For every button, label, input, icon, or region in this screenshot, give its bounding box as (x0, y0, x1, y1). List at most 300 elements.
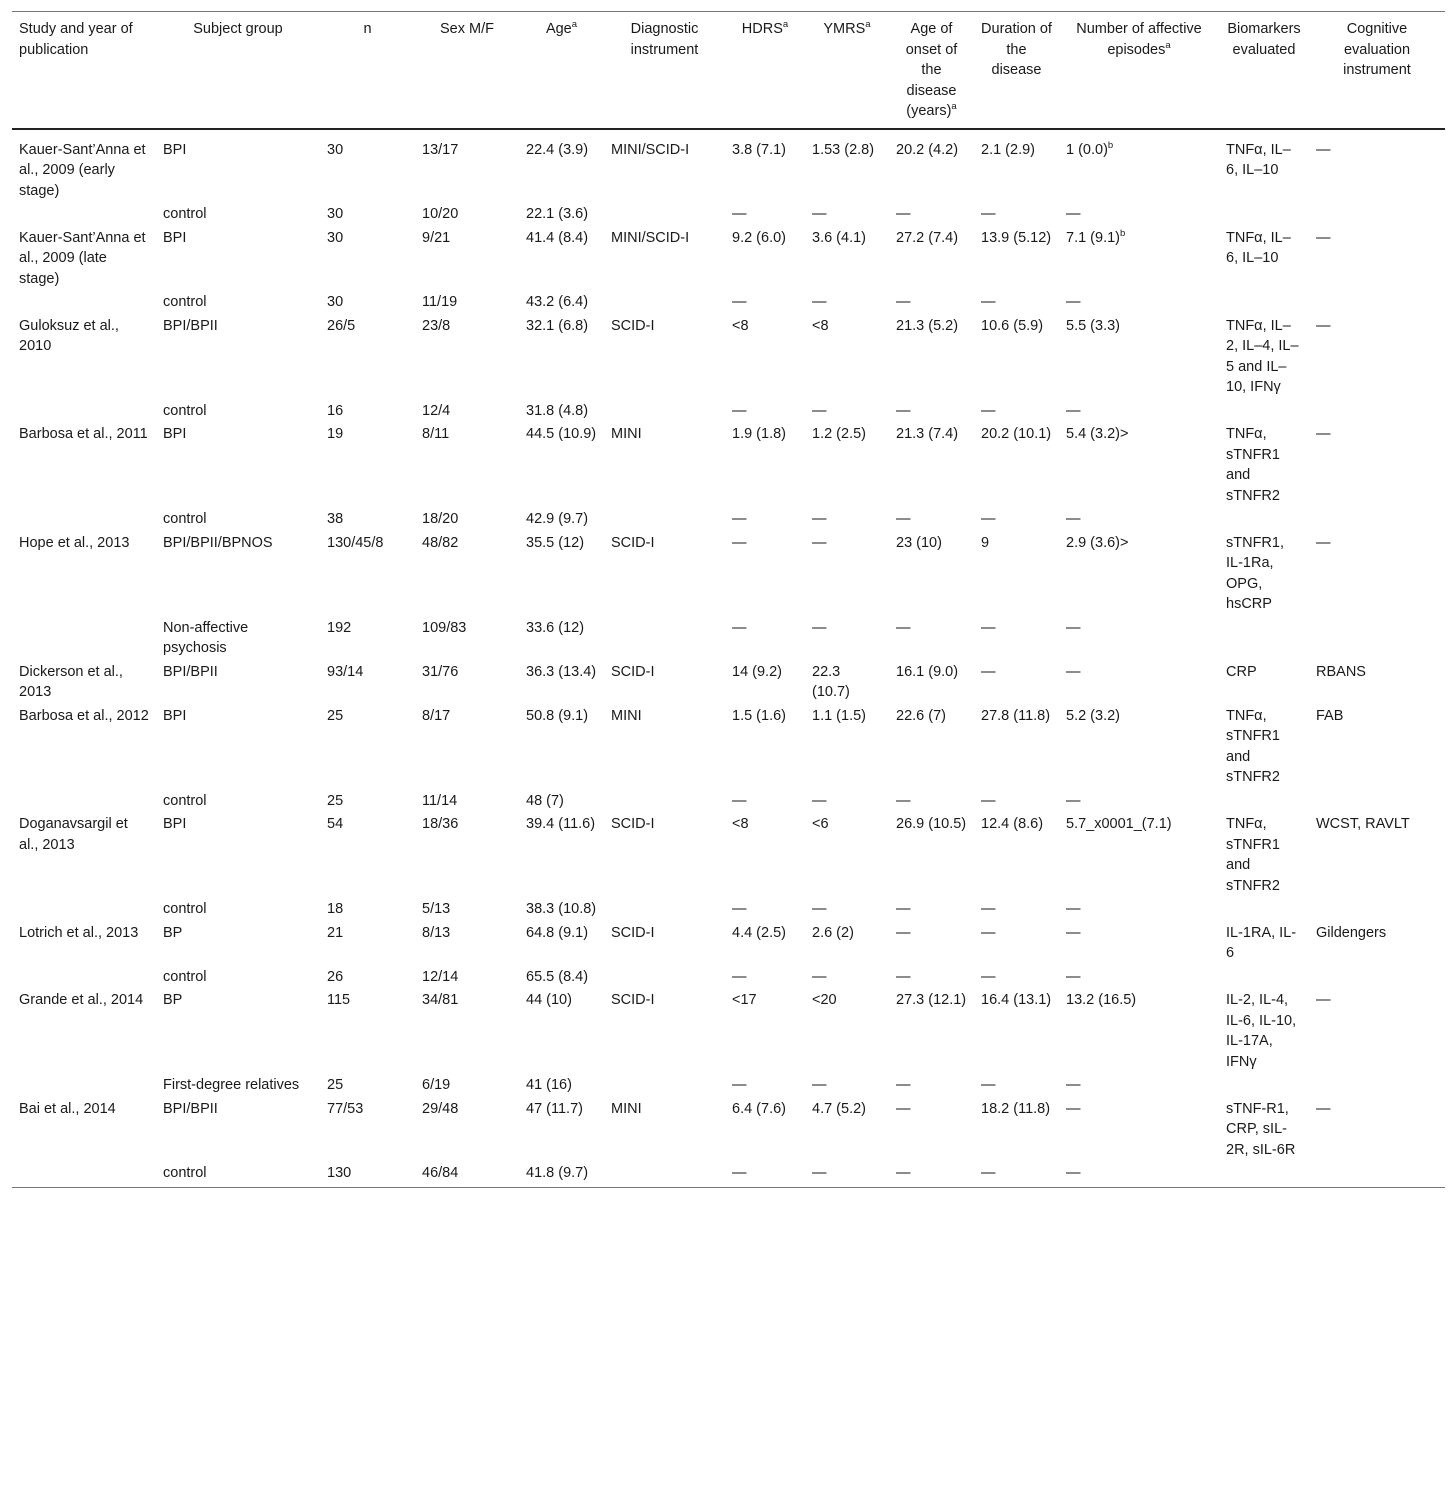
table-cell (156, 225, 320, 290)
cell-value: 25 (327, 792, 344, 809)
table-cell (415, 659, 519, 703)
table-cell (156, 987, 320, 1072)
table-cell (415, 201, 519, 225)
cell-value: 2.1 (2.9) (981, 141, 1035, 158)
column-header (1219, 12, 1309, 129)
cell-value: 22.3 (10.7) (812, 663, 850, 700)
table-cell (519, 421, 604, 506)
cell-value: Doganavsargil et al., 2013 (19, 816, 128, 853)
cell-value: — (981, 663, 996, 680)
table-cell (1219, 811, 1309, 896)
table-cell (1219, 703, 1309, 788)
cell-value: 42.9 (9.7) (526, 511, 589, 527)
cell-value: 93/14 (327, 663, 364, 680)
table-cell (519, 289, 604, 313)
table-cell (320, 703, 415, 788)
cell-value: 1.9 (1.8) (732, 426, 786, 442)
table-cell (725, 530, 805, 615)
table-cell (974, 129, 1059, 202)
table-cell (1059, 398, 1219, 422)
table-cell (725, 1160, 805, 1187)
table-cell (320, 920, 415, 964)
table-cell (889, 920, 974, 964)
table-row (12, 1072, 1445, 1096)
cell-value: — (1066, 968, 1081, 985)
table-cell (604, 289, 725, 313)
table-cell (1219, 313, 1309, 398)
table-cell (156, 920, 320, 964)
table-row (12, 421, 1445, 506)
table-cell (974, 896, 1059, 920)
table-cell (1309, 615, 1445, 659)
table-cell (156, 659, 320, 703)
table-row (12, 289, 1445, 313)
cell-value: BPI/BPII (163, 317, 218, 334)
table-cell (1309, 225, 1445, 290)
cell-value: <17 (732, 992, 757, 1008)
cell-value: — (812, 534, 827, 551)
cell-value: Bai et al., 2014 (19, 1100, 116, 1117)
cell-value: — (896, 792, 911, 809)
table-cell (12, 1096, 156, 1161)
table-cell (1309, 313, 1445, 398)
cell-value: — (896, 1100, 911, 1117)
cell-value: 48 (7) (526, 792, 564, 809)
cell-value: — (812, 792, 827, 809)
table-cell (974, 398, 1059, 422)
column-header (725, 12, 805, 129)
cell-value: — (1316, 229, 1331, 246)
table-cell (415, 987, 519, 1072)
table-cell (805, 129, 889, 202)
table-cell (1219, 1096, 1309, 1161)
table-cell (604, 530, 725, 615)
table-cell (889, 811, 974, 896)
table-cell (320, 225, 415, 290)
footnote-marker: a (571, 19, 578, 31)
table-cell (1309, 129, 1445, 202)
cell-value: — (732, 792, 747, 809)
cell-value: 23/8 (422, 317, 451, 334)
table-cell (1059, 225, 1219, 290)
cell-value: — (981, 968, 996, 985)
cell-value: IL-2, IL-4, IL-6, IL-10, IL-17A, IFNγ (1226, 992, 1297, 1070)
table-cell (1309, 659, 1445, 703)
table-cell (604, 1072, 725, 1096)
cell-value: 41 (16) (526, 1077, 572, 1093)
table-cell (415, 289, 519, 313)
table-row (12, 129, 1445, 202)
cell-value: sTNF-R1, CRP, sIL-2R, sIL-6R (1226, 1100, 1296, 1158)
cell-value: 48/82 (422, 534, 459, 551)
cell-value: 26 (327, 968, 344, 985)
cell-value: BPI/BPII (163, 663, 218, 680)
column-header (604, 12, 725, 129)
table-cell (12, 788, 156, 812)
table-cell (12, 313, 156, 398)
table-cell (889, 289, 974, 313)
table-cell (1309, 987, 1445, 1072)
cell-value: 1 (0.0) (1066, 141, 1108, 158)
table-cell (1059, 896, 1219, 920)
table-cell (156, 129, 320, 202)
table-cell (1219, 896, 1309, 920)
table-cell (12, 225, 156, 290)
table-cell (1059, 313, 1219, 398)
table-cell (889, 530, 974, 615)
table-cell (725, 289, 805, 313)
cell-value: 1.53 (2.8) (812, 141, 875, 158)
table-cell (519, 703, 604, 788)
cell-value: Gildengers (1316, 924, 1387, 941)
table-cell (805, 225, 889, 290)
table-cell (519, 313, 604, 398)
table-cell (12, 201, 156, 225)
cell-value: BPI (163, 816, 187, 832)
cell-value: 10.6 (5.9) (981, 317, 1044, 334)
table-cell (12, 615, 156, 659)
cell-value: 44.5 (10.9) (526, 426, 597, 442)
table-container (12, 11, 1445, 1188)
table-cell (889, 398, 974, 422)
cell-value: 47 (11.7) (526, 1100, 583, 1117)
cell-value: MINI/SCID-I (611, 229, 690, 246)
table-cell (1059, 1160, 1219, 1187)
table-cell (156, 896, 320, 920)
cell-value: 1.1 (1.5) (812, 707, 866, 724)
table-cell (1309, 1096, 1445, 1161)
table-cell (1219, 421, 1309, 506)
cell-value: — (1066, 663, 1081, 680)
cell-value: Kauer-Sant’Anna et al., 2009 (early stage) (19, 141, 146, 199)
table-cell (415, 225, 519, 290)
cell-value: 43.2 (6.4) (526, 294, 589, 310)
cell-value: Non-affective psychosis (163, 619, 249, 656)
cell-value: Dickerson et al., 2013 (19, 663, 123, 700)
table-cell (12, 703, 156, 788)
table-cell (320, 615, 415, 659)
table-cell (725, 896, 805, 920)
cell-value: 8/13 (422, 924, 451, 941)
table-cell (1219, 530, 1309, 615)
table-row (12, 1160, 1445, 1187)
table-cell (604, 421, 725, 506)
cell-value: — (896, 206, 911, 222)
table-cell (1059, 1096, 1219, 1161)
cell-value: — (812, 1165, 827, 1181)
table-cell (604, 703, 725, 788)
cell-value: — (896, 968, 911, 985)
table-cell (519, 811, 604, 896)
table-cell (725, 811, 805, 896)
table-cell (156, 811, 320, 896)
table-cell (889, 615, 974, 659)
table-cell (415, 703, 519, 788)
cell-value: 2.6 (2) (812, 924, 854, 941)
table-cell (604, 1160, 725, 1187)
cell-value: TNFα, sTNFR1 and sTNFR2 (1226, 426, 1280, 504)
table-cell (519, 788, 604, 812)
cell-value: — (812, 619, 827, 636)
cell-value: 23 (10) (896, 534, 942, 551)
table-cell (1309, 1072, 1445, 1096)
table-cell (1219, 506, 1309, 530)
cell-value: <20 (812, 992, 837, 1008)
table-cell (1059, 920, 1219, 964)
cell-value: control (163, 968, 207, 985)
table-cell (725, 615, 805, 659)
cell-value: 1.2 (2.5) (812, 426, 866, 442)
table-cell (805, 788, 889, 812)
cell-value: — (812, 402, 827, 419)
cell-value: 54 (327, 816, 344, 832)
table-cell (320, 896, 415, 920)
table-cell (1219, 788, 1309, 812)
cell-value: 6/19 (422, 1077, 451, 1093)
cell-value: — (732, 1077, 747, 1093)
cell-value: MINI (611, 1100, 642, 1117)
cell-value: 16 (327, 402, 344, 419)
table-cell (725, 659, 805, 703)
table-cell (604, 788, 725, 812)
cell-value: TNFα, sTNFR1 and sTNFR2 (1226, 707, 1280, 785)
table-cell (604, 129, 725, 202)
table-cell (519, 659, 604, 703)
cell-value: — (1316, 534, 1331, 551)
cell-value: — (896, 619, 911, 636)
table-cell (415, 788, 519, 812)
table-cell (974, 987, 1059, 1072)
table-cell (1059, 659, 1219, 703)
table-cell (320, 987, 415, 1072)
table-cell (1219, 289, 1309, 313)
table-cell (415, 421, 519, 506)
table-cell (519, 398, 604, 422)
cell-value: 30 (327, 294, 344, 310)
table-cell (725, 1072, 805, 1096)
column-header (415, 12, 519, 129)
cell-value: — (1066, 511, 1081, 527)
table-cell (415, 313, 519, 398)
cell-value: 25 (327, 1077, 344, 1093)
cell-value: 12.4 (8.6) (981, 816, 1044, 832)
table-cell (519, 129, 604, 202)
table-cell (320, 530, 415, 615)
cell-value: BPI (163, 229, 187, 246)
cell-value: SCID-I (611, 924, 655, 941)
table-cell (415, 964, 519, 988)
column-header (1059, 12, 1219, 129)
cell-value: — (896, 1165, 911, 1181)
table-cell (805, 421, 889, 506)
footnote-marker: a (865, 19, 871, 31)
table-cell (12, 896, 156, 920)
cell-value: — (1066, 924, 1081, 941)
cell-value: SCID-I (611, 663, 655, 680)
table-cell (519, 615, 604, 659)
table-cell (320, 1096, 415, 1161)
cell-value: control (163, 402, 207, 419)
cell-value: FAB (1316, 707, 1344, 724)
table-cell (725, 506, 805, 530)
cell-value: 30 (327, 141, 344, 158)
cell-value: TNFα, IL–2, IL–4, IL–5 and IL–10, IFNγ (1226, 317, 1299, 395)
table-row (12, 964, 1445, 988)
column-header-label: Sex M/F (440, 21, 494, 37)
cell-value: — (732, 619, 747, 636)
table-cell (415, 1096, 519, 1161)
cell-value: — (896, 402, 911, 419)
cell-value: CRP (1226, 663, 1257, 680)
table-cell (1309, 920, 1445, 964)
cell-value: — (812, 901, 827, 917)
cell-value: 3.6 (4.1) (812, 229, 866, 246)
table-cell (889, 201, 974, 225)
cell-value: — (981, 1165, 996, 1181)
table-cell (12, 421, 156, 506)
table-cell (519, 896, 604, 920)
table-cell (1219, 1160, 1309, 1187)
cell-value: 33.6 (12) (526, 619, 585, 636)
table-cell (12, 530, 156, 615)
cell-value: — (896, 924, 911, 941)
table-cell (320, 811, 415, 896)
table-cell (12, 1160, 156, 1187)
column-header-label: Study and year of publication (19, 21, 133, 58)
table-cell (320, 788, 415, 812)
cell-value: — (732, 206, 747, 222)
table-cell (1309, 398, 1445, 422)
column-header (156, 12, 320, 129)
cell-value: control (163, 792, 207, 809)
table-cell (805, 1096, 889, 1161)
cell-value: control (163, 1165, 207, 1181)
cell-value: WCST, RAVLT (1316, 816, 1410, 832)
table-cell (1219, 398, 1309, 422)
table-cell (889, 896, 974, 920)
table-cell (156, 615, 320, 659)
table-cell (519, 201, 604, 225)
cell-value: Barbosa et al., 2011 (19, 426, 148, 442)
table-cell (974, 703, 1059, 788)
column-header-label: Age of onset of the disease (years) (905, 21, 958, 119)
table-row (12, 201, 1445, 225)
table-cell (805, 811, 889, 896)
table-cell (320, 129, 415, 202)
table-cell (320, 1160, 415, 1187)
cell-value: 8/11 (422, 426, 450, 442)
cell-value: control (163, 294, 207, 310)
cell-value: — (812, 206, 827, 222)
cell-value: MINI/SCID-I (611, 141, 690, 158)
cell-value: <8 (812, 317, 829, 334)
cell-value: 38 (327, 511, 344, 527)
cell-value: 13.9 (5.12) (981, 229, 1052, 246)
table-cell (519, 1096, 604, 1161)
cell-value: 5/13 (422, 901, 451, 917)
cell-value: — (732, 1165, 747, 1181)
table-cell (805, 659, 889, 703)
table-cell (604, 811, 725, 896)
cell-value: 13.2 (16.5) (1066, 992, 1137, 1008)
table-cell (725, 129, 805, 202)
cell-value: 36.3 (13.4) (526, 663, 597, 680)
cell-value: — (1316, 426, 1331, 442)
cell-value: 109/83 (422, 619, 467, 636)
cell-value: control (163, 206, 207, 222)
cell-value: SCID-I (611, 992, 655, 1008)
table-cell (974, 920, 1059, 964)
cell-value: Lotrich et al., 2013 (19, 924, 139, 941)
table-cell (12, 659, 156, 703)
table-cell (604, 920, 725, 964)
table-cell (974, 788, 1059, 812)
table-cell (415, 129, 519, 202)
cell-value: <6 (812, 816, 829, 832)
table-cell (974, 1160, 1059, 1187)
table-row (12, 1096, 1445, 1161)
cell-value: 4.4 (2.5) (732, 924, 786, 941)
cell-value: — (981, 402, 996, 419)
cell-value: 10/20 (422, 206, 459, 222)
table-cell (1059, 703, 1219, 788)
cell-value: — (1066, 901, 1081, 917)
table-cell (320, 964, 415, 988)
cell-value: 3.8 (7.1) (732, 141, 786, 158)
table-cell (320, 398, 415, 422)
table-cell (1309, 201, 1445, 225)
cell-value: 22.1 (3.6) (526, 206, 589, 222)
cell-value: IL-1RA, IL-6 (1226, 924, 1297, 961)
cell-value: RBANS (1316, 663, 1366, 680)
column-header-label: n (363, 21, 372, 37)
table-cell (805, 1072, 889, 1096)
cell-value: — (1066, 792, 1081, 809)
table-cell (519, 920, 604, 964)
table-cell (889, 225, 974, 290)
cell-value: 11/19 (422, 294, 458, 310)
table-cell (12, 987, 156, 1072)
table-cell (1059, 289, 1219, 313)
table-cell (974, 506, 1059, 530)
cell-value: 12/14 (422, 968, 459, 985)
table-cell (320, 506, 415, 530)
cell-value: 20.2 (4.2) (896, 141, 959, 158)
cell-value: 130/45/8 (327, 534, 384, 551)
table-cell (1219, 1072, 1309, 1096)
column-header (519, 12, 604, 129)
table-cell (974, 289, 1059, 313)
footnote-marker: a (1165, 39, 1171, 51)
table-cell (974, 225, 1059, 290)
column-header-label: Subject group (193, 21, 283, 37)
cell-value: — (812, 511, 827, 527)
cell-value: 7.1 (9.1) (1066, 229, 1120, 246)
cell-value: 64.8 (9.1) (526, 924, 589, 941)
cell-value: — (981, 1077, 996, 1093)
cell-value: 39.4 (11.6) (526, 816, 596, 832)
cell-value: sTNFR1, IL-1Ra, OPG, hsCRP (1226, 534, 1284, 612)
cell-value: 9/21 (422, 229, 451, 246)
table-cell (415, 896, 519, 920)
table-cell (604, 964, 725, 988)
cell-value: 11/14 (422, 792, 458, 809)
table-cell (974, 659, 1059, 703)
table-cell (974, 1072, 1059, 1096)
cell-value: BP (163, 992, 183, 1008)
cell-value: 16.4 (13.1) (981, 992, 1052, 1008)
table-cell (320, 659, 415, 703)
